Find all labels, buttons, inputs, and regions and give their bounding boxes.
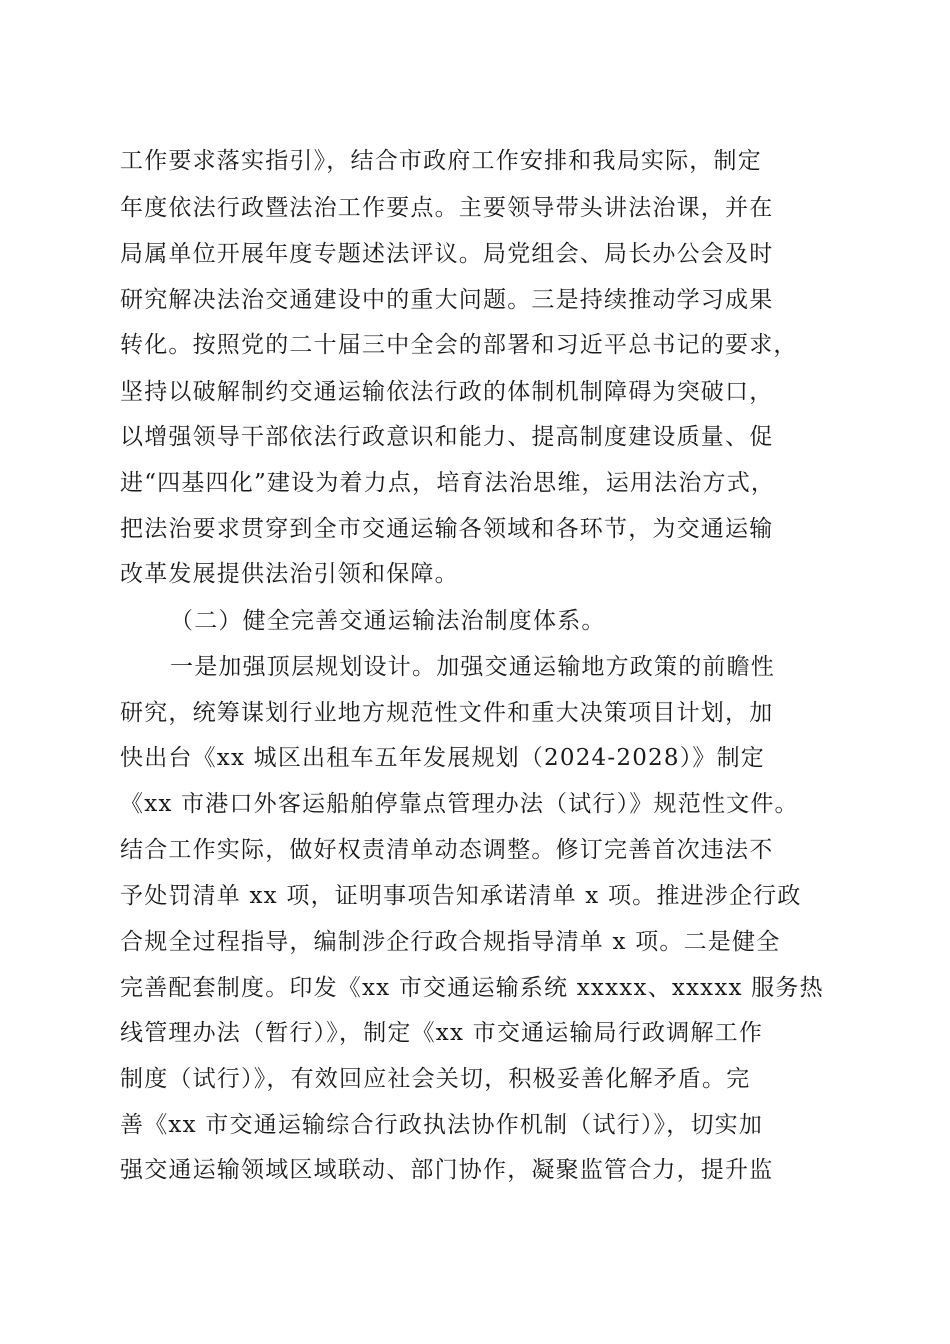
body-text-line: 研究解决法治交通建设中的重大问题。三是持续推动学习成果 bbox=[120, 287, 774, 313]
body-text-line: 制度（试行）》，有效回应社会关切，积极妥善化解矛盾。完 bbox=[120, 1066, 751, 1092]
body-text-line: 以增强领导干部依法行政意识和能力、提高制度建设质量、促 bbox=[120, 424, 774, 450]
body-text-line: 线管理办法（暂行）》，制定《xx 市交通运输局行政调解工作 bbox=[120, 1020, 764, 1046]
body-text-line: 结合工作实际，做好权责清单动态调整。修订完善首次违法不 bbox=[120, 837, 774, 863]
body-text-line: 进“四基四化”建设为着力点，培育法治思维，运用法治方式， bbox=[120, 470, 776, 496]
body-text-line: 局属单位开展年度专题述法评议。局党组会、局长办公会及时 bbox=[120, 241, 774, 267]
body-text-line: 强交通运输领域区域联动、部门协作，凝聚监管合力，提升监 bbox=[120, 1157, 774, 1183]
body-text-line: 予处罚清单 xx 项，证明事项告知承诺清单 x 项。推进涉企行政 bbox=[120, 883, 802, 909]
section-heading: （二）健全完善交通运输法治制度体系。 bbox=[170, 608, 606, 634]
body-text-line: 《xx 市港口外客运船舶停靠点管理办法（试行）》规范性文件。 bbox=[120, 791, 799, 817]
body-text-line: 改革发展提供法治引领和保障。 bbox=[120, 561, 459, 587]
body-text-line: 快出台《xx 城区出租车五年发展规划（2024-2028）》制定 bbox=[120, 745, 765, 771]
body-text-line: 工作要求落实指引》，结合市政府工作安排和我局实际，制定 bbox=[120, 148, 762, 174]
body-text-line: 把法治要求贯穿到全市交通运输各领域和各环节，为交通运输 bbox=[120, 516, 774, 542]
body-text-line: 一是加强顶层规划设计。加强交通运输地方政策的前瞻性 bbox=[170, 654, 775, 680]
body-text-line: 完善配套制度。印发《xx 市交通运输系统 xxxxx、xxxxx 服务热 bbox=[120, 975, 824, 1001]
body-text-line: 年度依法行政暨法治工作要点。主要领导带头讲法治课，并在 bbox=[120, 195, 774, 221]
body-text-line: 研究，统筹谋划行业地方规范性文件和重大决策项目计划，加 bbox=[120, 700, 774, 726]
body-text-line: 善《xx 市交通运输综合行政执法协作机制（试行）》，切实加 bbox=[120, 1112, 764, 1138]
body-text-line: 坚持以破解制约交通运输依法行政的体制机制障碍为突破口， bbox=[120, 379, 774, 405]
body-text-line: 合规全过程指导，编制涉企行政合规指导清单 x 项。二是健全 bbox=[120, 929, 781, 955]
body-text-line: 转化。按照党的二十届三中全会的部署和习近平总书记的要求， bbox=[120, 332, 798, 358]
